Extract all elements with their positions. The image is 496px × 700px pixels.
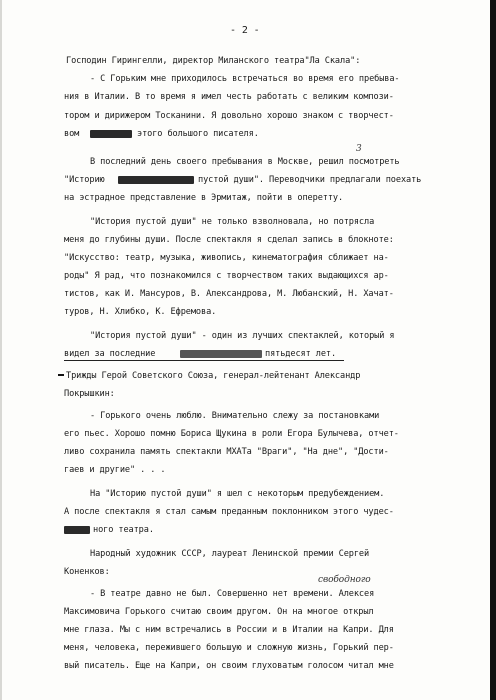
text-line: роды" Я рад, что познакомился с творчеством таких выдающихся ар-	[64, 271, 389, 281]
text-line: А после спектакля я стал самым преданным поклонником этого чудес-	[64, 507, 394, 517]
text-line: его пьес. Хорошо помню Бориса Щукина в роли Егора Булычева, отчет-	[64, 429, 399, 439]
text-line: пустой души". Переводчики предлагали поехать	[198, 175, 422, 185]
text-line: Господин Гирингелли, директор Миланского театра"Ла Скала":	[66, 56, 361, 66]
text-line: пятьдесят лет.	[265, 349, 337, 359]
text-line: - В театре давно не был. Совершенно нет времени. Алексея	[90, 589, 375, 599]
text-line: туров, Н. Хлибко, К. Ефремова.	[64, 307, 217, 317]
margin-mark	[490, 0, 496, 700]
redaction-mark	[90, 130, 132, 138]
text-line: видел за последние	[64, 349, 156, 359]
text-line: Народный художник СССР, лауреат Ленинской премии Сергей	[90, 549, 370, 559]
text-line: Максимовича Горького считаю своим другом. Он на многое открыл	[64, 607, 374, 617]
text-line: ливо сохранила память спектакли МХАТа "Враги", "На дне", "Дости-	[64, 447, 389, 457]
underline-mark	[64, 360, 344, 361]
text-line: тором и дирижером Тосканини. Я довольно хорошо знаком с творчест-	[64, 111, 394, 121]
text-line: тистов, как И. Мансуров, В. Александрова, М. Любанский, Н. Хачат-	[64, 289, 394, 299]
text-line: "История пустой души" - один из лучших спектаклей, который я	[90, 331, 395, 341]
text-line: вом	[64, 129, 80, 139]
text-line: "Искусство: театр, музыка, живопись, кинематография сближает на-	[64, 253, 389, 263]
text-line: "История пустой души" не только взволновала, но потрясла	[90, 217, 375, 227]
text-line: гаев и другие" . . .	[64, 465, 166, 475]
redaction-mark	[64, 526, 90, 534]
text-line: Трижды Герой Советского Союза, генерал-лейтенант Александр	[66, 371, 361, 381]
margin-mark	[0, 0, 2, 700]
page-number: - 2 -	[230, 25, 260, 36]
text-line: - Горького очень люблю. Внимательно слежу за постановками	[90, 411, 380, 421]
margin-mark	[58, 374, 64, 376]
text-line: мне глаза. Мы с ним встречались в России и в Италии на Капри. Для	[64, 625, 394, 635]
redaction-mark	[180, 350, 262, 358]
text-line: вый писатель. Еще на Капри, он своим глуховатым голосом читал мне	[64, 661, 394, 671]
text-line: На "Историю пустой души" я шел с некоторым предубеждением.	[90, 489, 385, 499]
handwritten-note: 3	[356, 144, 362, 154]
text-line: меня до глубины души. После спектакля я сделал запись в блокноте:	[64, 235, 394, 245]
text-line: ного театра.	[93, 525, 154, 535]
text-line: меня, человека, пережившего большую и сложную жизнь, Горький пер-	[64, 643, 394, 653]
text-line: - С Горьким мне приходилось встречаться во время его пребыва-	[90, 74, 400, 84]
text-line: "Историю	[64, 175, 105, 185]
handwritten-note: свободного	[318, 575, 371, 585]
text-line: на эстрадное представление в Эрмитаж, пойти в оперетту.	[64, 193, 344, 203]
text-line: В последний день своего пребывания в Москве, решил посмотреть	[90, 157, 400, 167]
text-line: Покрышкин:	[64, 389, 115, 399]
text-line: этого большого писателя.	[137, 129, 259, 139]
text-line: ния в Италии. В то время я имел честь работать с великим компози-	[64, 92, 394, 102]
text-line: Коненков:	[64, 567, 110, 577]
redaction-mark	[118, 176, 194, 184]
